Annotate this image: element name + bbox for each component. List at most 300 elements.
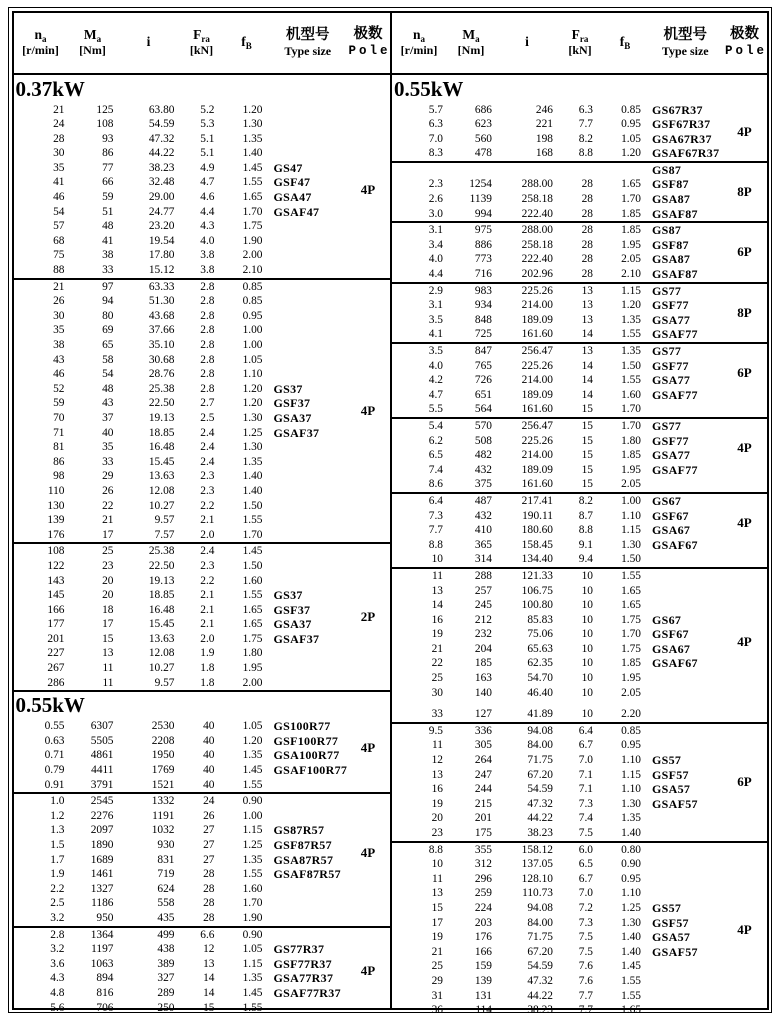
header-symbol: [558, 27, 602, 43]
cell-fra: 2.4: [200, 441, 215, 454]
cell-ma: 17: [102, 618, 114, 631]
cell-ma: 716: [474, 268, 492, 281]
table-row: [392, 207, 767, 222]
cell-fra: 6.7: [578, 872, 593, 885]
cell-type-size: [270, 499, 347, 514]
cell-ma: 93: [102, 132, 114, 145]
cell-ma: 33: [102, 264, 114, 277]
table-row: [14, 882, 391, 897]
cell-fra: 2.5: [200, 411, 215, 424]
cell-fra: 14: [203, 986, 215, 999]
data-block: [392, 567, 767, 722]
pole-label: 4P: [360, 403, 376, 419]
cell-na: 23: [431, 827, 443, 839]
cell-na: 3.2: [50, 911, 65, 924]
cell-type-size: [270, 280, 347, 295]
cell-na: 1.7: [50, 853, 65, 866]
cell-ma: 651: [474, 388, 492, 401]
table-row: [392, 738, 767, 753]
cell-fra: 2.1: [200, 514, 215, 527]
cell-i: 1769: [151, 764, 175, 777]
header-subscript: ra: [579, 34, 589, 45]
header-base: f: [619, 34, 625, 50]
cell-ma: 1254: [469, 178, 492, 191]
cell-type-size: GS87: [652, 162, 682, 177]
table-row: [392, 656, 767, 671]
table-row: [392, 613, 767, 628]
cell-fra: 7.6: [578, 974, 593, 987]
table-row: [392, 103, 767, 118]
cell-ma: 77: [102, 161, 114, 174]
table-row: [14, 411, 391, 426]
cell-i: 158.12: [521, 843, 553, 856]
cell-na: 2.8: [50, 928, 65, 941]
cell-type-size: [270, 219, 347, 234]
cell-type-size: [270, 809, 347, 824]
table-row: [392, 872, 767, 887]
data-block: [14, 103, 391, 278]
cell-fra: 24: [203, 795, 215, 808]
cell-na: 7.3: [428, 509, 443, 522]
column-body: [14, 75, 391, 1016]
cell-na: 38: [53, 339, 65, 351]
table-row: [14, 353, 391, 368]
cell-fb: 1.90: [242, 234, 263, 247]
table-row: [14, 838, 391, 853]
cell-fb: 1.20: [621, 299, 641, 312]
header-unit: Pole: [724, 43, 767, 58]
cell-fb: 2.00: [242, 676, 263, 689]
cell-fb: 1.10: [621, 509, 641, 522]
cell-fb: 1.45: [621, 960, 641, 973]
cell-fra: 27: [203, 839, 215, 851]
cell-ma: 41: [102, 234, 114, 247]
cell-type-size: [270, 263, 347, 278]
cell-na: 6.2: [428, 434, 443, 447]
cell-fra: 10: [581, 569, 593, 582]
cell-ma: 934: [474, 299, 492, 312]
cell-ma: 22: [102, 499, 114, 512]
table-row: [14, 190, 391, 205]
cell-fra: 28: [203, 882, 215, 895]
table-row: [392, 477, 767, 492]
cell-ma: 66: [102, 176, 114, 189]
header-base: 极数: [730, 26, 759, 43]
cell-ma: 894: [96, 972, 114, 985]
cell-fb: 1.15: [242, 824, 263, 837]
cell-fb: 0.90: [242, 795, 263, 808]
header-unit: [kN]: [568, 43, 592, 58]
cell-type-size: [648, 959, 723, 974]
cell-type-size: [648, 569, 723, 584]
cell-type-size: GSF37: [273, 602, 311, 617]
cell-ma: 1461: [90, 868, 114, 881]
cell-type-size: [270, 676, 347, 691]
cell-ma: 185: [474, 657, 492, 670]
cell-i: 43.68: [148, 309, 175, 322]
cell-ma: 765: [474, 359, 492, 372]
cell-fra: 4.4: [200, 205, 215, 218]
cell-type-size: [270, 661, 347, 676]
table-row: [392, 223, 767, 238]
table-row: [14, 219, 391, 234]
cell-type-size: [648, 811, 723, 826]
cell-fra: 2.2: [200, 574, 215, 587]
header-symbol: [446, 27, 496, 43]
cell-i: 221: [535, 118, 553, 131]
cell-ma: 623: [474, 118, 492, 131]
cell-i: 258.18: [521, 238, 553, 251]
table-row: [392, 313, 767, 328]
cell-ma: 48: [102, 220, 114, 233]
cell-type-size: GSF77: [652, 433, 689, 448]
col-header-type-size: [270, 27, 347, 59]
table-row: [392, 132, 767, 147]
cell-fb: 0.95: [621, 118, 641, 131]
cell-fra: 14: [581, 374, 593, 387]
table-row: [392, 146, 767, 161]
cell-type-size: GSF57: [652, 915, 689, 930]
cell-na: [392, 163, 446, 178]
cell-fb: [602, 163, 648, 178]
table-row: [14, 396, 391, 411]
table-row: [14, 763, 391, 778]
cell-i: 214.00: [521, 299, 553, 312]
cell-i: 198: [535, 132, 553, 145]
cell-type-size: [648, 738, 723, 753]
cell-type-size: [648, 826, 723, 841]
cell-type-size: [270, 469, 347, 484]
cell-na: 1.9: [50, 868, 65, 881]
cell-ma: 54: [102, 368, 114, 381]
header-unit: [Nm]: [457, 43, 485, 58]
cell-type-size: [270, 484, 347, 499]
cell-fb: 1.25: [621, 901, 641, 914]
cell-ma: 247: [474, 768, 492, 781]
cell-ma: 336: [474, 724, 492, 737]
cell-fra: 2.8: [200, 295, 215, 308]
cell-fb: 1.55: [242, 1001, 263, 1014]
cell-i: 94.08: [527, 901, 553, 914]
cell-fb: 0.95: [621, 739, 641, 752]
table-row: [14, 942, 391, 957]
cell-na: 8.8: [428, 843, 443, 856]
cell-type-size: GS77: [652, 283, 682, 298]
cell-fra: 2.0: [200, 528, 215, 541]
cell-fra: 7.3: [578, 916, 593, 929]
cell-type-size: [648, 843, 723, 858]
table-row: [392, 686, 767, 701]
cell-ma: 1364: [90, 928, 114, 941]
table-row: [392, 1003, 767, 1018]
cell-na: 13: [431, 887, 443, 900]
cell-ma: 1327: [90, 882, 114, 895]
cell-na: 13: [431, 768, 443, 781]
cell-i: 19.13: [148, 411, 175, 424]
cell-fra: 2.2: [200, 499, 215, 512]
cell-type-size: [270, 1001, 347, 1016]
cell-type-size: GS57: [652, 753, 682, 768]
table-row: [14, 513, 391, 528]
cell-fb: 1.65: [242, 191, 263, 204]
cell-ma: 375: [474, 478, 492, 491]
header-unit: [r/min]: [400, 43, 438, 58]
cell-type-size: [270, 132, 347, 147]
cell-ma: 94: [102, 295, 114, 308]
cell-type-size: [270, 294, 347, 309]
cell-i: 67.20: [527, 768, 553, 781]
cell-fb: 1.30: [242, 118, 263, 131]
cell-ma: 1689: [90, 853, 114, 866]
data-block: [392, 221, 767, 281]
cell-fb: 1.10: [621, 754, 641, 767]
cell-ma: 140: [474, 686, 492, 699]
header-unit: [r/min]: [22, 43, 59, 58]
cell-fra: 4.6: [200, 191, 215, 204]
cell-na: 52: [53, 382, 65, 395]
cell-i: 435: [157, 911, 175, 924]
cell-i: 15.12: [148, 264, 175, 277]
cell-type-size: GSF67R37: [652, 117, 711, 132]
cell-type-size: [270, 559, 347, 574]
table-row: [14, 986, 391, 1001]
cell-type-size: [270, 367, 347, 382]
cell-na: 145: [47, 589, 65, 602]
header-unit: Type size: [661, 44, 709, 58]
table-row: [392, 753, 767, 768]
table-row: [392, 117, 767, 132]
cell-type-size: GSAF67: [652, 537, 698, 552]
cell-type-size: [270, 778, 347, 793]
table-row: [392, 930, 767, 945]
cell-type-size: [648, 671, 723, 686]
table-row: [14, 971, 391, 986]
table-row: [392, 989, 767, 1004]
cell-type-size: GSAF37: [273, 631, 320, 646]
cell-fb: 1.55: [621, 974, 641, 987]
cell-na: 26: [53, 295, 65, 308]
cell-na: 57: [53, 220, 65, 233]
cell-ma: 994: [474, 207, 492, 220]
table-row: [392, 826, 767, 841]
cell-type-size: [648, 686, 723, 701]
cell-fb: 1.05: [242, 353, 263, 366]
table-row: [392, 642, 767, 657]
cell-fra: 15: [581, 403, 593, 416]
table-row: [14, 853, 391, 868]
cell-na: 1.3: [50, 824, 65, 837]
cell-fb: 0.85: [242, 295, 263, 308]
table-row: [14, 280, 391, 295]
cell-na: 14: [431, 599, 443, 612]
cell-type-size: [270, 528, 347, 543]
cell-na: 25: [431, 672, 443, 685]
cell-fb: 1.35: [242, 749, 263, 762]
cell-ma: 43: [102, 397, 114, 410]
cell-ma: 48: [102, 382, 114, 395]
cell-type-size: GSAF87: [652, 267, 698, 282]
header-subscript: a: [420, 34, 425, 45]
cell-fra: 8.2: [578, 494, 593, 507]
cell-na: 9.5: [428, 724, 443, 737]
cell-type-size: GS67: [652, 493, 682, 508]
cell-fra: 8.8: [578, 147, 593, 160]
header-base: 机型号: [286, 26, 330, 43]
cell-ma: 847: [474, 345, 492, 357]
cell-type-size: [270, 117, 347, 132]
cell-ma: 114: [475, 1004, 492, 1017]
cell-i: 84.00: [527, 739, 553, 752]
cell-i: 217.41: [521, 494, 553, 507]
cell-fb: 1.55: [242, 514, 263, 527]
cell-ma: 259: [474, 887, 492, 900]
cell-ma: 312: [474, 858, 492, 871]
cell-ma: 80: [102, 309, 114, 322]
table-row: [14, 426, 391, 441]
cell-fb: 0.90: [242, 928, 263, 941]
cell-i: 84.00: [527, 916, 553, 929]
cell-na: 3.5: [428, 313, 443, 326]
cell-i: 18.85: [148, 589, 175, 602]
cell-type-size: [270, 440, 347, 455]
cell-fb: 1.05: [621, 132, 641, 145]
cell-type-size: GSAF77: [652, 387, 698, 402]
pole-label: 4P: [360, 740, 376, 756]
cell-na: 7.7: [428, 524, 443, 537]
header-symbol: [180, 27, 224, 43]
cell-i: 225.26: [521, 434, 553, 447]
cell-ma: 65: [102, 339, 114, 351]
cell-fb: 1.80: [621, 434, 641, 447]
cell-type-size: GSF100R77: [273, 733, 339, 748]
table-row: [392, 509, 767, 524]
table-row: [392, 797, 767, 812]
cell-fra: 13: [581, 345, 593, 357]
cell-i: 438: [157, 943, 175, 956]
cell-fra: 15: [581, 463, 593, 476]
cell-i: 85.83: [527, 613, 553, 626]
cell-na: 54: [53, 205, 65, 218]
cell-ma: 983: [474, 284, 492, 297]
cell-na: 3.6: [50, 957, 65, 970]
table-row: [392, 945, 767, 960]
cell-type-size: GSA67: [652, 641, 691, 656]
cell-ma: 15: [102, 632, 114, 645]
cell-i: 44.22: [527, 812, 553, 825]
cell-na: 4.3: [50, 972, 65, 985]
cell-type-size: GSA77: [652, 312, 691, 327]
cell-i: 189.09: [521, 388, 553, 401]
cell-i: 189.09: [521, 313, 553, 326]
table-row: [392, 388, 767, 403]
cell-na: 4.8: [50, 986, 65, 999]
cell-fb: 1.55: [621, 328, 641, 341]
table-header: [392, 13, 767, 75]
header-subscript: ra: [201, 34, 210, 45]
table-row: [14, 574, 391, 589]
table-row: [392, 448, 767, 463]
cell-fra: 7.5: [578, 827, 593, 839]
cell-na: 29: [431, 974, 443, 987]
cell-i: 65.63: [527, 642, 553, 655]
header-symbol: [602, 34, 648, 50]
cell-na: 3.0: [428, 207, 443, 220]
cell-fb: 1.30: [621, 797, 641, 810]
table-row: [392, 177, 767, 192]
col-header-na: [14, 27, 68, 58]
cell-na: 4.4: [428, 268, 443, 281]
cell-ma: 886: [474, 238, 492, 251]
cell-type-size: [648, 598, 723, 613]
cell-fb: 1.35: [242, 455, 263, 468]
cell-ma: 204: [474, 642, 492, 655]
cell-fra: 28: [581, 224, 593, 237]
table-row: [392, 494, 767, 509]
cell-na: 35: [53, 161, 65, 174]
cell-na: 4.0: [428, 253, 443, 266]
header-base: F: [193, 27, 202, 43]
cell-type-size: GSAF87: [652, 206, 698, 221]
cell-ma: 232: [474, 628, 492, 641]
cell-type-size: GSF77: [652, 358, 689, 373]
cell-i: 24.77: [148, 205, 175, 218]
cell-i: 44.22: [148, 147, 175, 160]
cell-ma: 686: [474, 103, 492, 116]
data-block: [392, 342, 767, 417]
table-row: [14, 205, 391, 220]
cell-na: 3.1: [428, 224, 443, 237]
cell-i: 10.27: [148, 499, 175, 512]
cell-type-size: [270, 544, 347, 559]
col-header-fra: [180, 27, 224, 58]
table-row: [14, 896, 391, 911]
cell-na: 15: [431, 901, 443, 914]
cell-fb: 1.70: [621, 193, 641, 206]
cell-i: 12.08: [148, 484, 175, 497]
table-row: [14, 440, 391, 455]
data-block: [392, 722, 767, 841]
data-block: [392, 282, 767, 342]
cell-ma: 773: [474, 253, 492, 266]
cell-na: 267: [47, 662, 65, 675]
cell-na: 2.3: [428, 178, 443, 191]
cell-fb: 1.85: [621, 657, 641, 670]
cell-type-size: [648, 989, 723, 1004]
col-header-na: [392, 27, 446, 58]
cell-fra: 28: [581, 178, 593, 191]
table-row: [392, 916, 767, 931]
header-subscript: a: [96, 34, 102, 45]
table-row: [14, 646, 391, 661]
cell-i: 16.48: [148, 603, 175, 616]
table-row: [14, 175, 391, 190]
cell-type-size: [648, 1003, 723, 1018]
cell-na: 3.5: [428, 345, 443, 357]
data-block: [392, 417, 767, 492]
col-header-pole: [723, 26, 767, 58]
cell-na: 19: [431, 797, 443, 810]
cell-fra: 10: [581, 584, 593, 597]
header-base: f: [241, 34, 246, 50]
cell-ma: 20: [102, 589, 114, 602]
cell-fra: 6.0: [578, 843, 593, 856]
cell-na: 2.6: [428, 193, 443, 206]
cell-i: 180.60: [521, 524, 553, 537]
cell-fb: 1.75: [242, 632, 263, 645]
cell-i: 106.75: [521, 584, 553, 597]
cell-fra: 2.3: [200, 484, 215, 497]
cell-i: 222.40: [521, 207, 553, 220]
